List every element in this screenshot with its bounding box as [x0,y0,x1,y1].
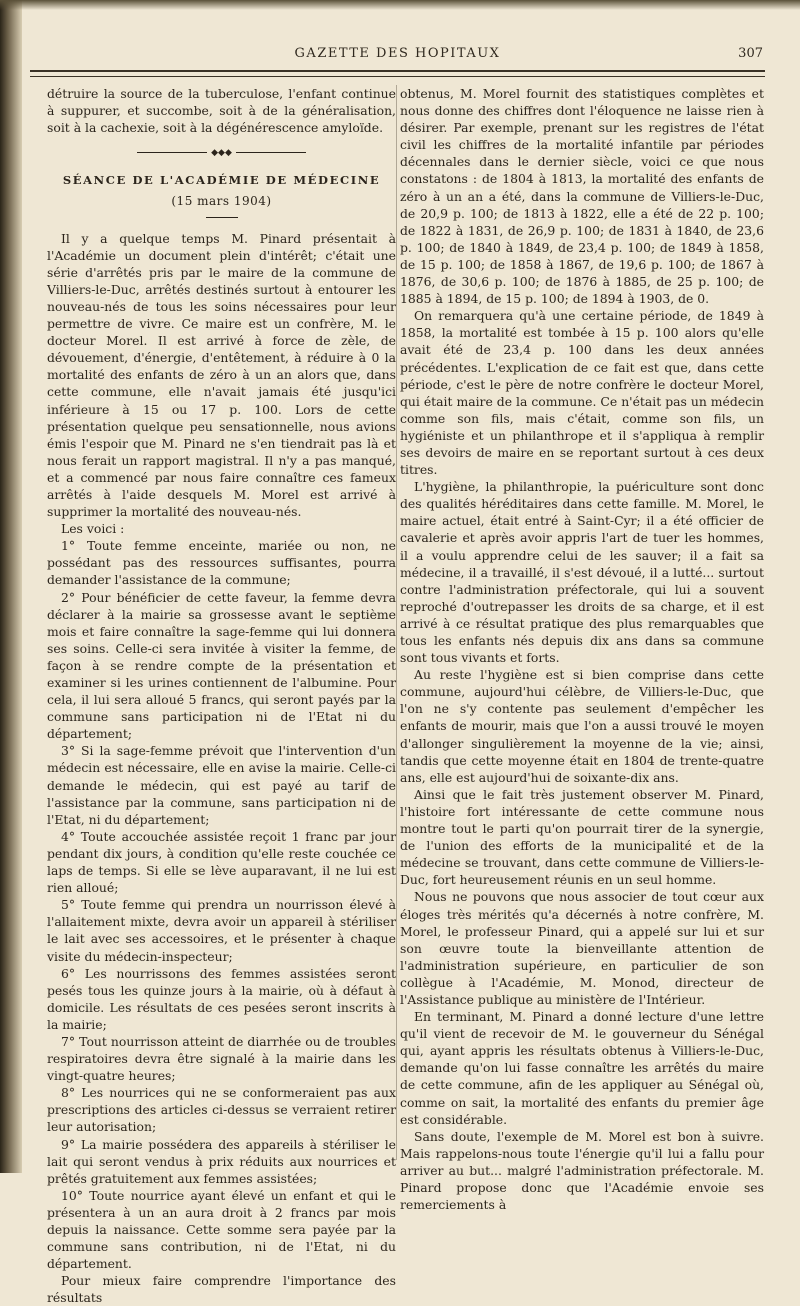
list-item: 7° Tout nourrisson atteint de diarrhée ou de troubles respiratoires devra être signalé à la mairie dans les vingt-quatre heures; [47,1033,396,1084]
list-item: 4° Toute accouchée assistée reçoit 1 franc par jour pendant dix jours, à condition qu'elle reste couchée ce laps de temps. Si elle se lève auparavant, il ne lui est rien alloué; [47,828,396,896]
paragraph: obtenus, M. Morel fournit des statistiques complètes et nous donne des chiffres dont l'éloquence ne laisse rien à désirer. Par exemple, prenant sur les registres de l'état civil les chiffres de la mortalité infantile par périodes décennales dans le dernier siècle, voici ce que nous constatons : de 1804 à 1813, la mortalité des enfants de zéro à un an a été, dans la commune de Villiers-le-Duc, de 20,9 p. 100; de 1813 à 1822, elle a été de 22 p. 100; de 1822 à 1831, de 26,9 p. 100; de 1831 à 1840, de 23,6 p. 100; de 1840 à 1849, de 23,4 p. 100; de 1849 à 1858, de 15 p. 100; de 1858 à 1867, de 19,6 p. 100; de 1867 à 1876, de 30,6 p. 100; de 1876 à 1885, de 25 p. 100; de 1885 à 1894, de 15 p. 100; de 1894 à 1903, de 0. [400,86,764,307]
paragraph: Pour mieux faire comprendre l'importance des résultats [47,1273,396,1306]
left-column [47,85,396,1306]
page-gutter-shadow [0,0,22,1173]
list-item: 3° Si la sage-femme prévoit que l'intervention d'un médecin est nécessaire, elle en avise la mairie. Celle-ci demande le médecin, qui est payé au tarif de l'assistance par la commune, sans participation ni de l'Etat, ni du département; [47,743,396,827]
paragraph: L'hygiène, la philanthropie, la puériculture sont donc des qualités héréditaires dans cette famille. M. Morel, le maire actuel, était entré à Saint-Cyr; il a été officier de cavalerie et après avoir appris l'art de tuer les hommes, il a voulu apprendre celui de les sauver; il a fait sa médecine, il a travaillé, il s'est dévoué, il a lutté... surtout contre l'administration préfectorale, qui lui a souvent reproché d'outrepasser les droits de sa charge, et il est arrivé à ce résultat pratique des plus remarquables que tous les enfants nés depuis dix ans dans sa commune sont tous vivants et forts. [400,479,764,666]
list-item: 10° Toute nourrice ayant élevé un enfant et qui le présentera à un an aura droit à 2 francs par mois depuis la naissance. Cette somme sera payée par la commune sans contribution, ni de l'Etat, ni du département. [47,1187,396,1272]
ornament-glyph: ◆◆◆ [211,148,232,159]
paragraph: Il y a quelque temps M. Pinard présentait à l'Académie un document plein d'intérêt; c'était une série d'arrêtés pris par le maire de la commune de Villiers-le-Duc, arrêtés destinés surtout à entourer les nouveau-nés de tous les soins nécessaires pour leur permettre de vivre. Ce maire est un confrère, M. le docteur Morel. Il est arrivé à force de zèle, de dévouement, d'énergie, d'entêtement, à réduire à 0 la mortalité des enfants de zéro à un an alors que, dans cette commune, elle n'avait jamais été jusqu'ici inférieure à 15 ou 17 p. 100. Lors de cette présentation quelque peu sensationnelle, nous avions émis l'espoir que M. Pinard ne s'en tiendrait pas là et nous ferait un rapport magistral. Il n'y a pas manqué, et a commencé par nous faire connaître ces fameux arrêtés à l'aide desquels M. Morel est arrivé à supprimer la mortalité des nouveau-nés. [47,230,396,520]
paragraph: Les voici : [61,521,125,537]
paragraph: En terminant, M. Pinard a donné lecture d'une lettre qu'il vient de recevoir de M. le gouverneur du Sénégal qui, ayant appris les résultats obtenus à Villiers-le-Duc, demande qu'on lui fasse connaître les arrêtés du maire de cette commune, afin de les appliquer au Sénégal où, comme on sait, la mortalité des enfants du premier âge est considérable. [400,1009,764,1127]
list-item: 8° Les nourrices qui ne se conformeraient pas aux prescriptions des articles ci-dessus se verraient retirer leur autorisation; [47,1085,396,1135]
page-top-shadow [0,0,800,10]
intro-paragraph: détruire la source de la tuberculose, l'enfant continue à suppurer, et succombe, soit à de la généralisation, soit à la cachexie, soit à la dégénérescence amyloïde. [47,86,396,136]
list-item: 1° Toute femme enceinte, mariée ou non, ne possédant pas des ressources suffisantes, pourra demander l'assistance de la commune; [47,538,396,588]
paragraph: On remarquera qu'à une certaine période, de 1849 à 1858, la mortalité est tombée à 15 p. 100 alors qu'elle avait été de 23,4 p. 100 dans les deux années précédentes. L'explication de ce fait est que, dans cette période, c'est le père de notre confrère le docteur Morel, qui était maire de la commune. Ce n'était pas un médecin comme son fils, mais c'était, comme son fils, un hygiéniste et un philanthrope et il s'appliqua à remplir ses devoirs de maire en se reportant surtout à ces deux titres. [400,308,764,478]
section-rule [206,217,238,218]
paragraph: Nous ne pouvons que nous associer de tout cœur aux éloges très mérités qu'a décernés à notre confrère, M. Morel, le professeur Pinard, qui a appelé sur lui et sur son œuvre toute la bienveillante attention de l'administration supérieure, en particulier de son collègue à l'Académie, M. Monod, directeur de l'Assistance publique au ministère de l'Intérieur. [400,889,764,1007]
page-number: 307 [738,46,763,61]
ornament-line-left [137,152,207,153]
ornament-line-right [236,152,306,153]
section-title: SÉANCE DE L'ACADÉMIE DE MÉDECINE [62,173,381,188]
section-ornament [47,145,396,162]
paragraph: Au reste l'hygiène est si bien comprise dans cette commune, aujourd'hui célèbre, de Villiers-le-Duc, que l'on ne s'y contente pas seulement d'empêcher les enfants de mourir, mais que l'on a aussi trouvé le moyen d'allonger singulièrement la moyenne de la vie; ainsi, tandis que cette moyenne était en 1804 de trente-quatre ans, elle est aujourd'hui de soixante-dix ans. [400,667,764,785]
section-date: (15 mars 1904) [171,194,272,209]
list-item: 6° Les nourrissons des femmes assistées seront pesés tous les quinze jours à la mairie, où à défaut à domicile. Les résultats de ces pesées seront inscrits à la mairie; [47,965,396,1032]
page-header [30,46,765,70]
list-item: 9° La mairie possédera des appareils à stériliser le lait qui seront vendus à prix réduits aux nourrices et prêtés gratuitement aux femmes assistées; [47,1136,396,1186]
paragraph: Sans doute, l'exemple de M. Morel est bon à suivre. Mais rappelons-nous toute l'énergie qu'il lui a fallu pour arriver au but... malgré l'administration préfectorale. M. Pinard propose donc que l'Académie envoie ses remerciements à [400,1128,764,1213]
running-title: GAZETTE DES HOPITAUX [294,46,501,61]
column-divider [396,85,397,1160]
header-rule [30,70,765,77]
paragraph: Ainsi que le fait très justement observer M. Pinard, l'histoire fort intéressante de cette commune nous montre tout le parti qu'on pourrait tirer de la synergie, de l'union des efforts de la municipalité et de la médecine se trouvant, dans cette commune de Villiers-le-Duc, fort heureusement réunis en un seul homme. [400,786,764,888]
list-item: 5° Toute femme qui prendra un nourrisson élevé à l'allaitement mixte, devra avoir un appareil à stériliser le lait avec ses accessoires, et le présenter à chaque visite du médecin-inspecteur; [47,897,396,964]
right-column [400,85,764,1213]
list-item: 2° Pour bénéficier de cette faveur, la femme devra déclarer à la mairie sa grossesse avant le septième mois et faire connaître la sage-femme qui lui donnera ses soins. Celle-ci sera invitée à visiter la femme, de façon à se rendre compte de la présentation et examiner si les urines contiennent de l'albumine. Pour cela, il lui sera alloué 5 francs, qui seront payés par la commune sans participation ni de l'Etat ni du département; [47,589,396,742]
